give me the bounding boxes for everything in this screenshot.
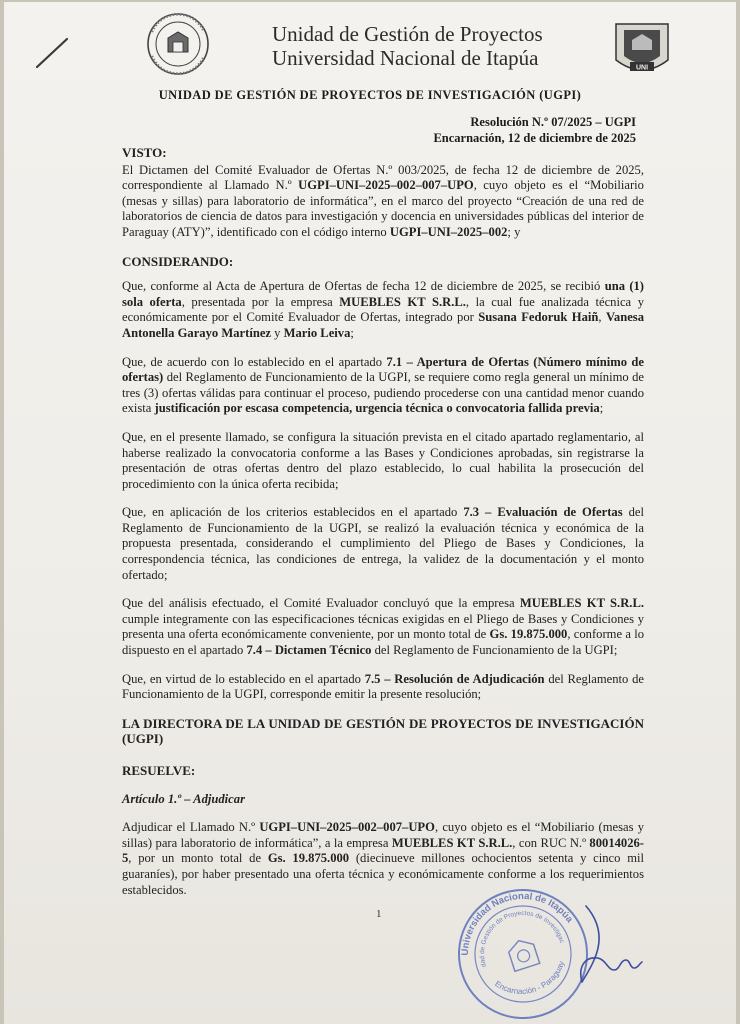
page-number: 1 — [376, 908, 382, 920]
committee-member: Vanesa Antonella Garayo Martínez — [122, 310, 644, 340]
resolution-place-date: Encarnación, 12 de diciembre de 2025 — [433, 131, 636, 145]
company-name: MUEBLES KT S.R.L. — [339, 294, 466, 309]
handwritten-signature-icon — [564, 898, 644, 988]
text: Que, en aplicación de los criterios establecidos en el apartado — [122, 505, 464, 520]
resuelve-heading: RESUELVE: — [122, 763, 196, 778]
text: (diecinueve millones ochocientos setenta y cinco mil guaraníes), por haber presentado una oferta técnica y económicamente conforme a los requerimientos establecidos. — [122, 851, 644, 897]
text: del Reglamento de Funcionamiento de la UGPI; — [371, 643, 618, 658]
amount: Gs. 19.875.000 — [489, 627, 568, 642]
considerando-paragraph-1 — [122, 279, 644, 341]
university-project-unit-seal-icon — [139, 12, 217, 76]
considerando-paragraph-4 — [122, 505, 644, 583]
text: del Reglamento de Funcionamiento de la UGPI, se realizó la evaluación técnica y económica de la propuesta presentada, considerando el cumplimiento del Pliego de Bases y Condiciones, la correspondencia técnica, las condiciones de entrega, la validez de la documentación y el monto ofertado; — [122, 505, 644, 582]
organization-line-2: Universidad Nacional de Itapúa — [272, 46, 539, 70]
text: ; — [599, 401, 604, 416]
ruc-number: 80014026-5 — [122, 835, 644, 866]
considerando-paragraph-3: Que, en el presente llamado, se configura la situación prevista en el citado apartado reglamentario, al haberse realizado la convocatoria conforme a las Bases y Condiciones aprobadas, sin registrarse la presentación de otras ofertas dentro del plazo establecido, lo cual habilita la prosecución del procedimiento con la única oferta recibida; — [122, 429, 644, 491]
text: El Dictamen del Comité Evaluador de Ofertas N.º 003/2025, de fecha 12 de diciembre de 2025, correspondiente al Llamado N.º — [122, 162, 644, 193]
text: y — [271, 325, 284, 340]
bold-text: 7.3 – Evaluación de Ofertas — [463, 505, 623, 520]
text: , por un monto total de — [128, 851, 268, 866]
letterhead — [4, 2, 736, 82]
text: ; — [350, 325, 354, 340]
text: Que, en virtud de lo establecido en el apartado — [122, 671, 365, 686]
call-code: UGPI–UNI–2025–002–007–UPO — [259, 820, 435, 835]
bold-text: justificación por escasa competencia, urgencia técnica o convocatoria fallida previa — [154, 401, 600, 416]
document-page — [4, 2, 736, 1024]
unit-title: UNIDAD DE GESTIÓN DE PROYECTOS DE INVESTIGACIÓN (UGPI) — [158, 88, 582, 102]
text: del Reglamento de Funcionamiento de la UGPI, corresponde emitir la presente resolución; — [122, 671, 644, 702]
resolution-body — [122, 145, 644, 911]
company-name: MUEBLES KT S.R.L. — [391, 835, 513, 850]
text: , cuyo objeto es el “Mobiliario (mesas y sillas) para laboratorio de informática”, a la empresa — [122, 820, 645, 850]
uni-emblem-icon — [610, 20, 674, 80]
committee-member: Susana Fedoruk Haiñ — [478, 310, 599, 325]
text: del Reglamento de Funcionamiento de la UGPI, se requiere como regla general un mínimo de tres (3) ofertas válidas para continuar el proceso, pudiendo procederse con una cantidad menor cuando exista — [122, 370, 644, 416]
considerando-paragraph-5 — [122, 596, 644, 658]
text: , la cual fue analizada técnica y económicamente por el Comité Evaluador de Ofertas, integrado por — [122, 294, 644, 325]
call-code: UGPI–UNI–2025–002–007–UPO — [298, 178, 474, 193]
text: , con RUC N.º — [512, 835, 590, 850]
organization-line-1: Unidad de Gestión de Proyectos — [272, 22, 543, 46]
directora-heading: LA DIRECTORA DE LA UNIDAD DE GESTIÓN DE PROYECTOS DE INVESTIGACIÓN (UGPI) — [122, 715, 644, 747]
text: Que del análisis efectuado, el Comité Evaluador concluyó que la empresa — [122, 596, 520, 611]
text: , cuyo objeto es el “Mobiliario (mesas y sillas) para laboratorio de informática”, en el marco del proyecto “Creación de una red de laboratorios de ciencia de datos para investigación y docencia en universidades públicas del interior de Paraguay (ATY)”, identificado con el código interno — [122, 178, 644, 239]
text: , conforme a lo dispuesto en el apartado — [122, 627, 644, 658]
bold-text: 7.1 – Apertura de Ofertas (Número mínimo de ofertas) — [122, 354, 644, 385]
pen-stroke-icon — [34, 36, 70, 70]
text: Que, conforme al Acta de Apertura de Ofertas de fecha 12 de diciembre de 2025, se recibió — [122, 279, 605, 294]
stamp-outer-text: Universidad Nacional de Itapúa — [459, 890, 575, 956]
stamp-inner-text: Unidad de Gestión de Proyectos de Investigación — [478, 909, 566, 968]
project-code: UGPI–UNI–2025–002 — [389, 224, 508, 239]
considerando-paragraph-2 — [122, 355, 644, 417]
bold-text: 7.5 – Resolución de Adjudicación — [364, 671, 545, 686]
considerando-paragraph-6 — [122, 672, 644, 703]
resolution-number: Resolución N.º 07/2025 – UGPI — [470, 115, 636, 129]
bold-text: 7.4 – Dictamen Técnico — [246, 643, 372, 658]
bold-text: una (1) sola oferta — [122, 279, 645, 309]
committee-member: Mario Leiva — [283, 325, 351, 340]
visto-paragraph — [122, 163, 644, 241]
organization-title — [272, 22, 543, 70]
company-name: MUEBLES KT S.R.L. — [519, 596, 644, 611]
text: Que, de acuerdo con lo establecido en el apartado — [122, 354, 387, 369]
text: Adjudicar el Llamado N.º — [122, 820, 260, 835]
svg-text:UNI: UNI — [635, 64, 649, 72]
visto-heading: VISTO: — [122, 145, 167, 160]
considerando-heading: CONSIDERANDO: — [122, 253, 234, 269]
article-1-title: Artículo 1.º – Adjudicar — [122, 791, 245, 806]
text: ; y — [507, 224, 521, 239]
stamp-bottom-text: Encarnación - Paraguay — [493, 959, 567, 997]
text: cumple integramente con las especificaciones técnicas exigidas en el Pliego de Bases y Condiciones y presenta una oferta económicamente conveniente, por un monto total de — [122, 611, 644, 642]
resolution-block — [433, 114, 636, 146]
amount: Gs. 19.875.000 — [267, 851, 350, 866]
text: , — [598, 310, 606, 325]
text: , presentada por la empresa — [181, 294, 340, 309]
